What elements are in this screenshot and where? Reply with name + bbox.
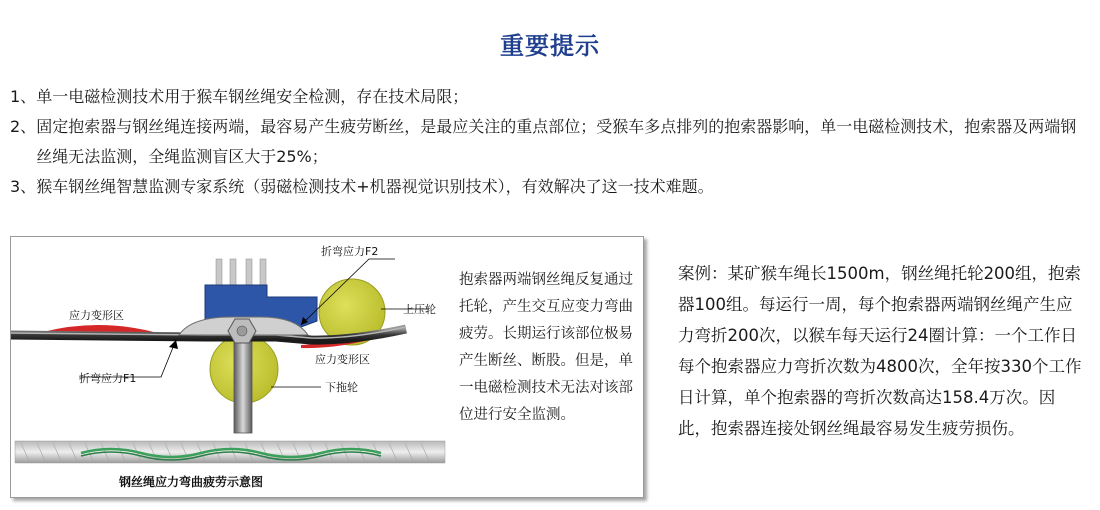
figure-caption: 钢丝绳应力弯曲疲劳示意图: [119, 475, 264, 489]
label-upper-wheel: 上压轮: [403, 303, 436, 316]
bolt-center: [237, 326, 247, 336]
note-number: 3、: [10, 177, 37, 196]
note-number: 1、: [10, 87, 37, 106]
label-f2: 折弯应力F2: [321, 245, 379, 258]
note-number: 2、: [10, 117, 37, 136]
support-post: [234, 337, 252, 433]
label-lower-wheel: 下拖轮: [325, 381, 358, 394]
note-item: [10, 82, 1090, 112]
notes-list: [10, 82, 1090, 202]
note-text: 固定抱索器与钢丝绳连接两端，最容易产生疲劳断丝，是最应关注的重点部位；受猴车多点排列的抱索器影响，单一电磁检测技术，抱索器及两端钢丝绳无法监测，全绳监测盲区大于25%；: [36, 117, 1077, 166]
case-study-text: 案例：某矿猴车绳长1500m，钢丝绳托轮200组，抱索器100组。每运行一周，每个抱索器两端钢丝绳产生应力弯折200次，以猴车每天运行24圈计算：一个工作日每个抱索器应力弯折次数为4800次，全年按330个工作日计算，单个抱索器的弯折次数高达158.4万次。因此，抱索器连接处钢丝绳最容易发生疲劳损伤。: [678, 264, 1082, 438]
stress-diagram-figure: [10, 236, 644, 498]
note-text: 单一电磁检测技术用于猴车钢丝绳安全检测，存在技术局限；: [36, 87, 469, 106]
figure-side-text: 抱索器两端钢丝绳反复通过托轮，产生交互应变力弯曲疲劳。长期运行该部位极易产生断丝、断股。但是，单一电磁检测技术无法对该部位进行安全监测。: [459, 272, 633, 423]
label-f1: 折弯应力F1: [79, 372, 137, 385]
note-item: [10, 172, 1090, 202]
note-text: 猴车钢丝绳智慧监测专家系统（弱磁检测技术+机器视觉识别技术），有效解决了这一技术难题。: [36, 177, 714, 196]
arrow-icon: [169, 340, 178, 349]
label-stress-zone-right: 应力变形区: [315, 353, 370, 366]
label-stress-zone-left: 应力变形区: [69, 309, 124, 322]
note-item: [10, 112, 1090, 172]
page-title: 重要提示: [500, 32, 600, 60]
